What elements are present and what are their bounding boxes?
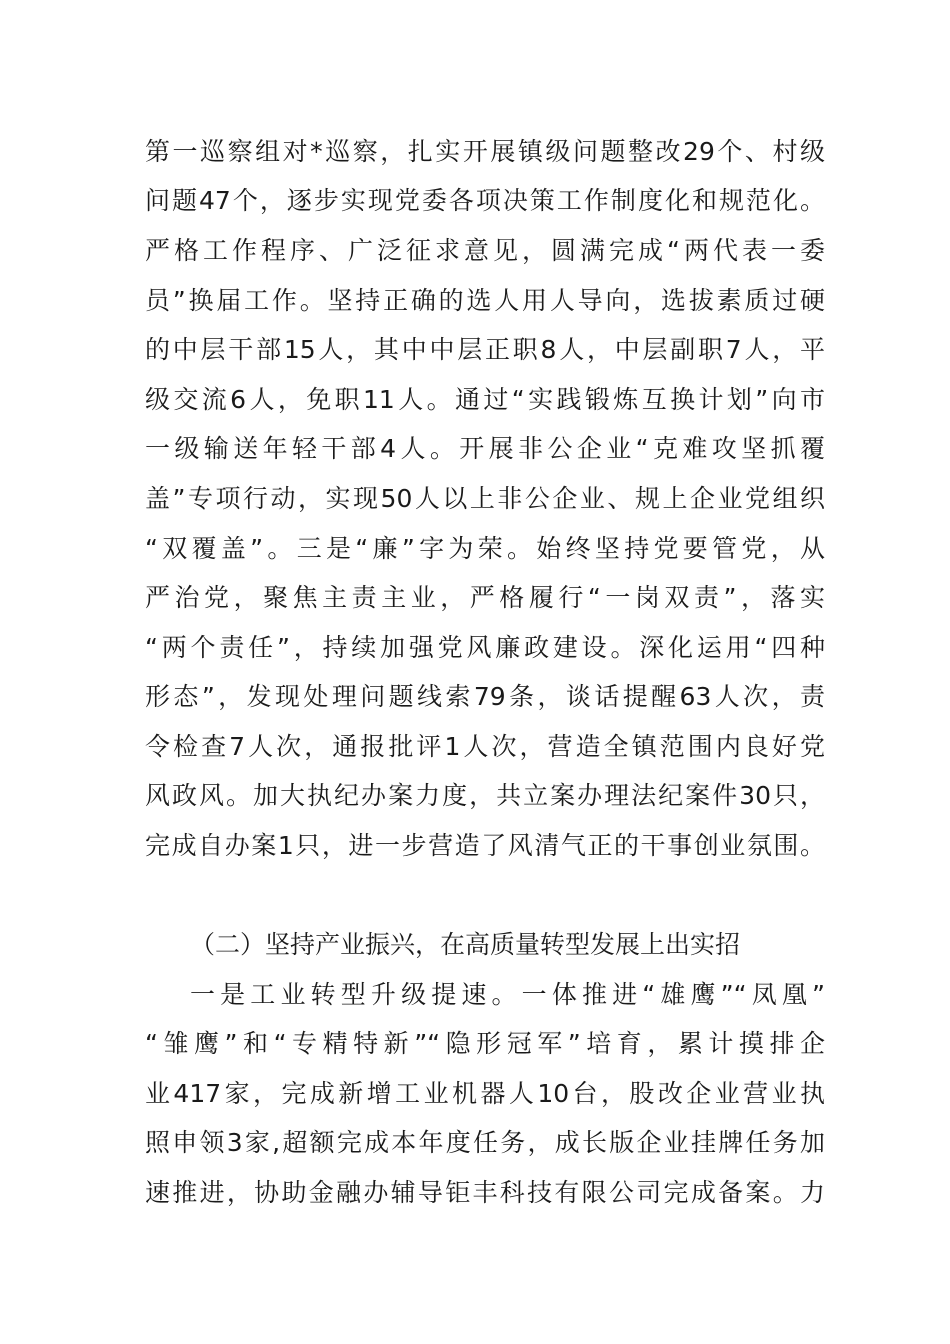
section-heading: （二）坚持产业振兴，在高质量转型发展上出实招 xyxy=(190,930,741,959)
paragraph-1-line-2: 问题47个，逐步实现党委各项决策工作制度化和规范化。 xyxy=(145,186,825,215)
paragraph-1-line-8: 盖”专项行动，实现50人以上非公企业、规上企业党组织 xyxy=(145,484,825,513)
paragraph-1-line-5: 的中层干部15人，其中中层正职8人，中层副职7人，平 xyxy=(145,335,825,364)
paragraph-1-line-4: 员”换届工作。坚持正确的选人用人导向，选拔素质过硬 xyxy=(145,286,825,315)
paragraph-2-line-5: 速推进，协助金融办辅导钜丰科技有限公司完成备案。力 xyxy=(145,1178,825,1207)
paragraph-1-line-7: 一级输送年轻干部4人。开展非公企业“克难攻坚抓覆 xyxy=(145,434,825,463)
paragraph-1-line-11: “两个责任”，持续加强党风廉政建设。深化运用“四种 xyxy=(145,633,825,662)
paragraph-1-line-12: 形态”，发现处理问题线索79条，谈话提醒63人次，责 xyxy=(145,682,825,711)
paragraph-1-line-10: 严治党，聚焦主责主业，严格履行“一岗双责”，落实 xyxy=(145,583,825,612)
paragraph-2-line-3: 业417家，完成新增工业机器人10台，股改企业营业执 xyxy=(145,1079,825,1108)
paragraph-1-line-13: 令检查7人次，通报批评1人次，营造全镇范围内良好党 xyxy=(145,732,825,761)
paragraph-1-line-14: 风政风。加大执纪办案力度，共立案办理法纪案件30只， xyxy=(145,781,825,810)
paragraph-2-line-4: 照申领3家,超额完成本年度任务，成长版企业挂牌任务加 xyxy=(145,1128,825,1157)
paragraph-1-line-9: “双覆盖”。三是“廉”字为荣。始终坚持党要管党，从 xyxy=(145,534,825,563)
paragraph-2-line-1: 一是工业转型升级提速。一体推进“雄鹰”“凤凰” xyxy=(190,980,825,1009)
paragraph-1-line-15: 完成自办案1只，进一步营造了风清气正的干事创业氛围。 xyxy=(145,831,825,860)
paragraph-1-line-6: 级交流6人，免职11人。通过“实践锻炼互换计划”向市 xyxy=(145,385,825,414)
paragraph-1-line-3: 严格工作程序、广泛征求意见，圆满完成“两代表一委 xyxy=(145,236,825,265)
paragraph-1-line-1: 第一巡察组对*巡察，扎实开展镇级问题整改29个、村级 xyxy=(145,137,825,166)
paragraph-2-line-2: “雏鹰”和“专精特新”“隐形冠军”培育，累计摸排企 xyxy=(145,1029,825,1058)
